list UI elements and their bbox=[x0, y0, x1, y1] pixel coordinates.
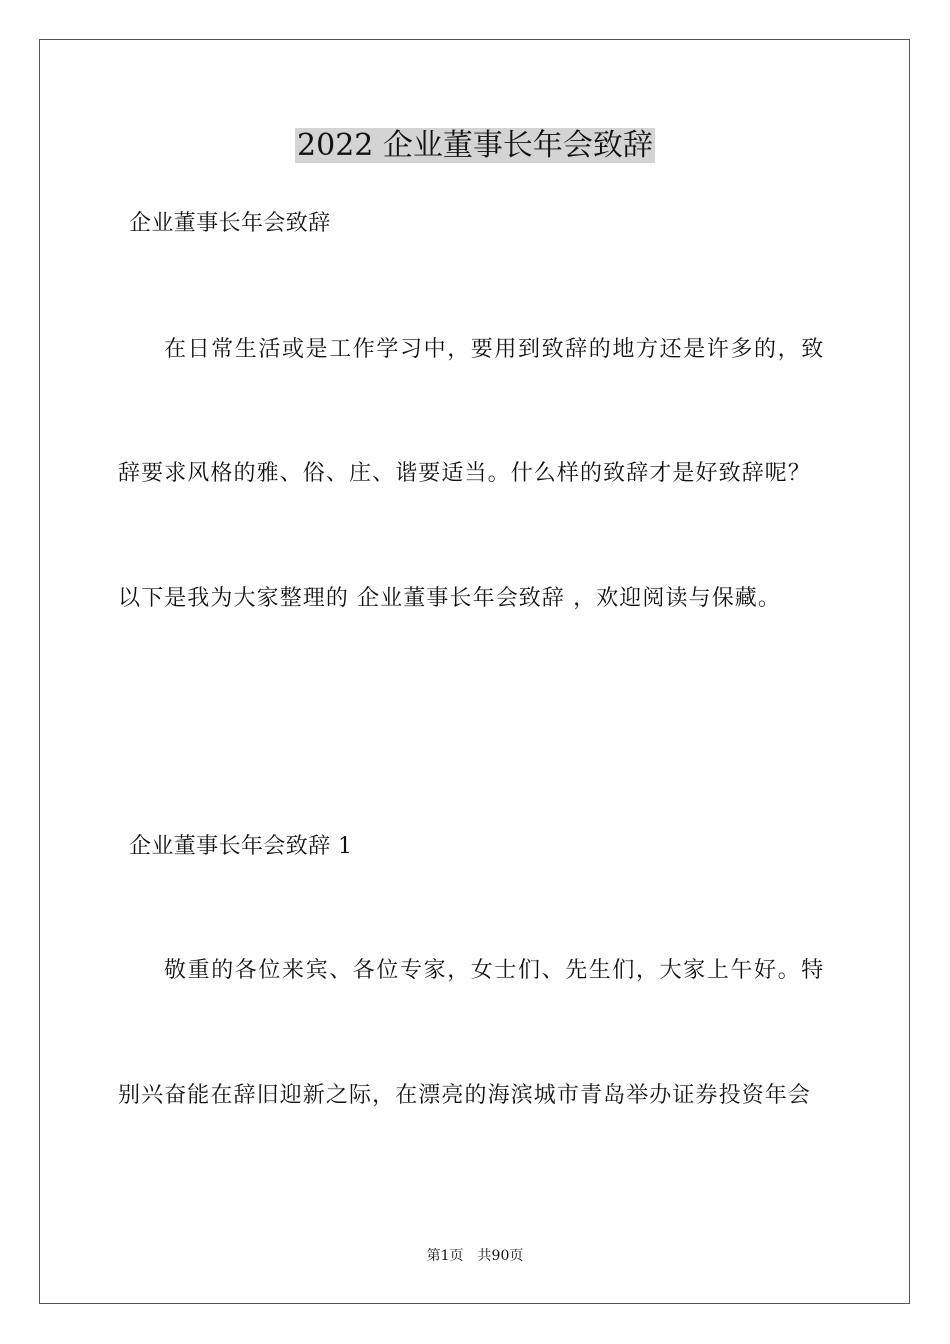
section-line-1: 敬重的各位来宾、各位专家，女士们、先生们，大家上午好。特 bbox=[164, 958, 825, 983]
intro-line-2: 辞要求风格的雅、俗、庄、谐要适当。什么样的致辞才是好致辞呢？ bbox=[118, 461, 812, 486]
document-subtitle: 企业董事长年会致辞 bbox=[129, 211, 331, 236]
section-heading: 企业董事长年会致辞 1 bbox=[129, 834, 353, 859]
document-title bbox=[0, 124, 950, 168]
section-line-2: 别兴奋能在辞旧迎新之际，在漂亮的海滨城市青岛举办证券投资年会 bbox=[118, 1083, 812, 1108]
intro-line-1: 在日常生活或是工作学习中，要用到致辞的地方还是许多的，致 bbox=[164, 337, 825, 362]
page-footer: 第1页 共90页 bbox=[426, 1248, 524, 1264]
intro-line-3: 以下是我为大家整理的 企业董事长年会致辞 ，欢迎阅读与保藏。 bbox=[118, 586, 781, 611]
title-highlight: 2022 企业董事长年会致辞 bbox=[297, 128, 653, 163]
